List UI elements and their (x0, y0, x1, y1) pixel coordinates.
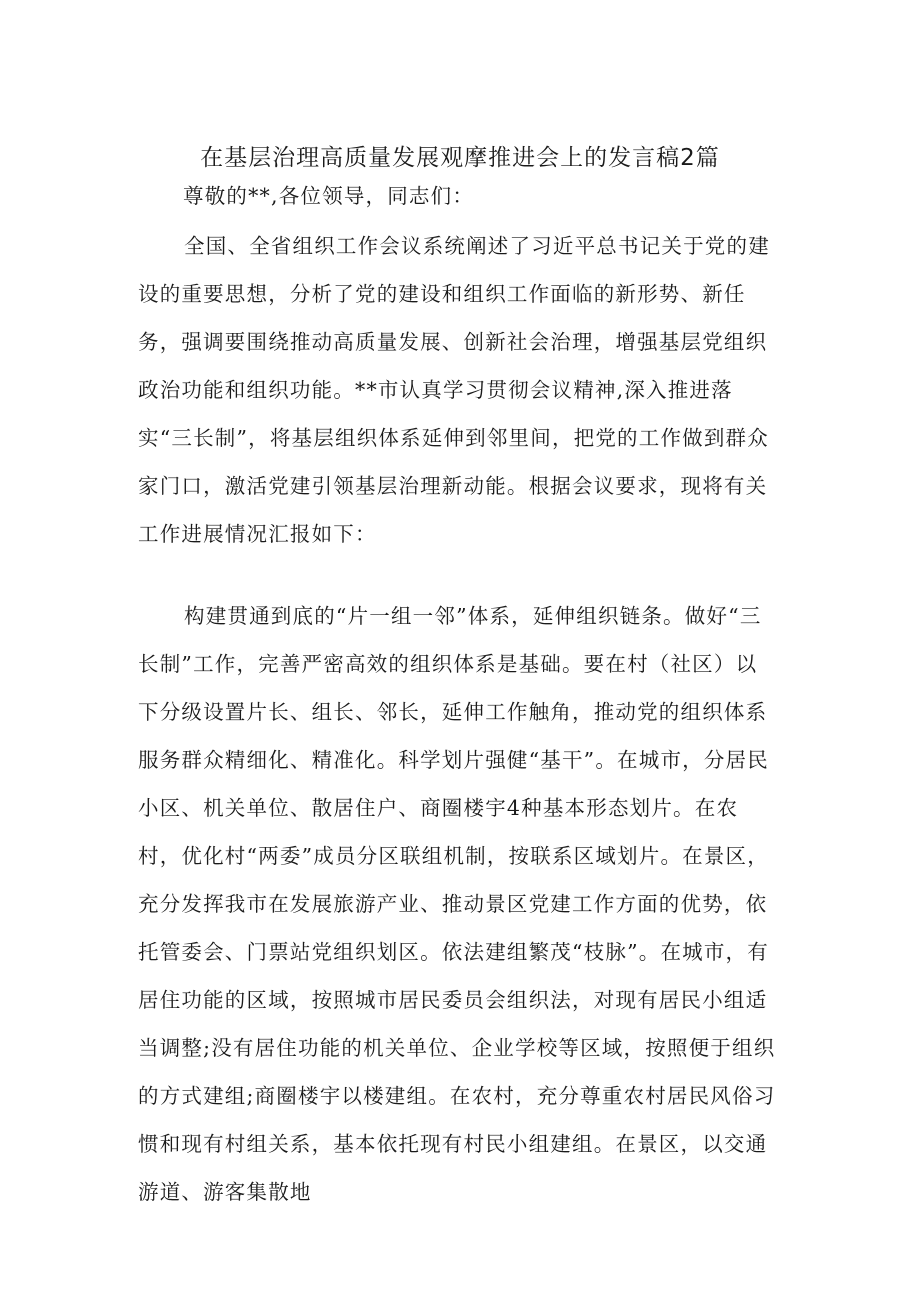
paragraph-system: 构建贯通到底的“片一组一邻”体系，延伸组织链条。做好“三长制”工作，完善严密高效的组织体系是基础。要在村（社区）以下分级设置片长、组长、邻长，延伸工作触角，推动党的组织体系服务群众精细化、精准化。科学划片强健“基干”。在城市，分居民小区、机关单位、散居住户、商圈楼宇4种基本形态划片。在农村，优化村“两委”成员分区联组机制，按联系区域划片。在景区，充分发挥我市在发展旅游产业、推动景区党建工作方面的优势，依托管委会、门票站党组织划区。依法建组繁茂“枝脉”。在城市，有居住功能的区域，按照城市居民委员会组织法，对现有居民小组适当调整;没有居住功能的机关单位、企业学校等区域，按照便于组织的方式建组;商圈楼宇以楼建组。在农村，充分尊重农村居民风俗习惯和现有村组关系，基本依托现有村民小组建组。在景区，以交通游道、游客集散地 (138, 604, 776, 1204)
paragraph-intro: 全国、全省组织工作会议系统阐述了习近平总书记关于党的建设的重要思想，分析了党的建设和组织工作面临的新形势、新任务，强调要围绕推动高质量发展、创新社会治理，增强基层党组织政治功能和组织功能。**市认真学习贯彻会议精神,深入推进落实“三长制”，将基层组织体系延伸到邻里间，把党的工作做到群众家门口，激活党建引领基层治理新动能。根据会议要求，现将有关工作进展情况汇报如下： (138, 234, 770, 546)
document-title: 在基层治理高质量发展观摩推进会上的发言稿2篇 (200, 145, 720, 171)
salutation: 尊敬的**,各位领导，同志们： (183, 184, 475, 208)
